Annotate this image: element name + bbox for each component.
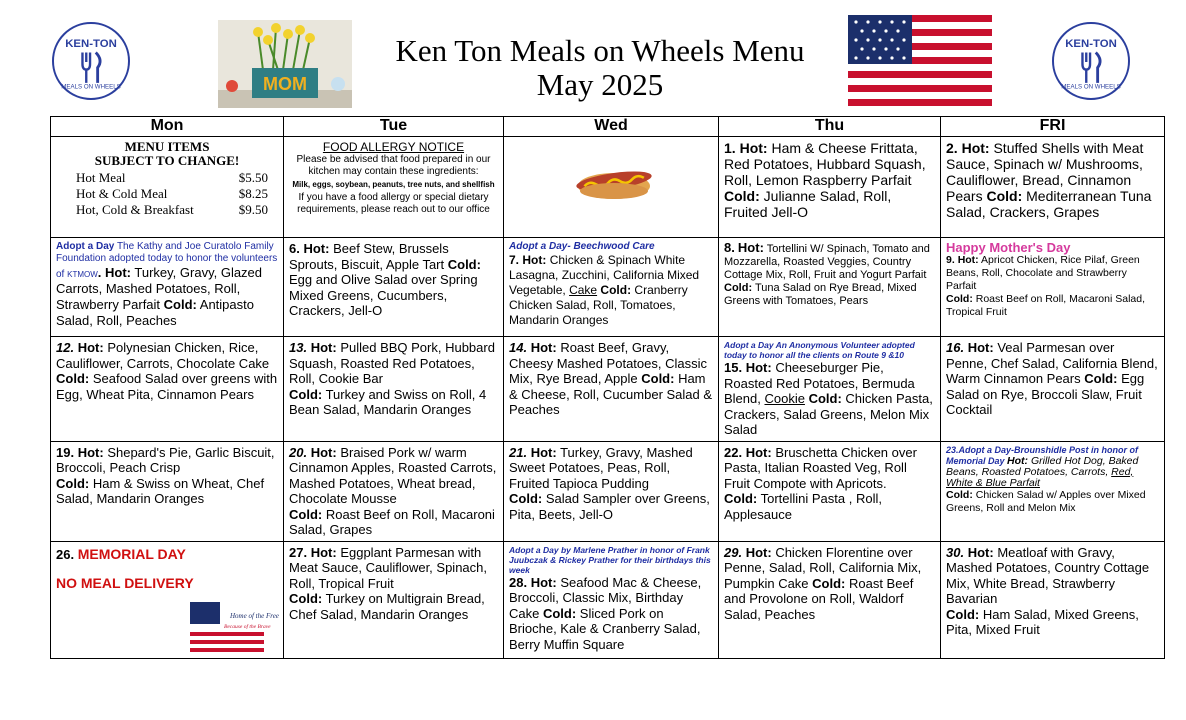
day-cell-23: 23.Adopt a Day-Brounshidle Post in honor of Memorial Day Hot: Grilled Hot Dog, Baked Beans, Roasted Potatoes, Carrots, Red, White & Blue Parfait Cold: Chicken Salad w/ Apples over Mixed Greens, Roll and Melon Mix (941, 441, 1165, 541)
column-header-fri: FRI (941, 117, 1165, 137)
allergy-ingredients: Milk, eggs, soybean, peanuts, tree nuts, and shellfish (292, 180, 495, 189)
allergy-text: Please be advised that food prepared in our kitchen may contain these ingredients: (296, 154, 491, 177)
week-row (51, 238, 1165, 337)
day-cell-6: 6. Hot: Beef Stew, Brussels Sprouts, Biscuit, Apple Tart Cold: Egg and Olive Salad over Spring Mixed Greens, Cucumbers, Crackers, Jell-O (284, 238, 504, 337)
week-row (51, 541, 1165, 659)
day-cell-13: 13. Hot: Pulled BBQ Pork, Hubbard Squash, Roasted Red Potatoes, Roll, Cookie Bar Cold: Turkey and Swiss on Roll, 4 Bean Salad, Mandarin Oranges (284, 337, 504, 442)
page-subtitle-month: May 2025 (536, 67, 664, 102)
day-cell-20: 20. Hot: Braised Pork w/ warm Cinnamon Apples, Roasted Carrots, Mashed Potatoes, Wheat bread, Chocolate Mousse Cold: Roast Beef on Roll, Macaroni Salad, Grapes (284, 441, 504, 541)
day-cell-29: 29. Hot: Chicken Florentine over Penne, Salad, Roll, California Mix, Pumpkin Cake Cold: Roast Beef and Provolone on Roll, Waldorf Salad, Peaches (719, 541, 941, 659)
week-row (51, 441, 1165, 541)
adopt-a-day-note: Adopt a Day An Anonymous Volunteer adopted today to honor all the clients on Route 9 &10 (724, 340, 915, 360)
american-flag-image (848, 15, 992, 109)
day-cell-2: 2. Hot: Stuffed Shells with Meat Sauce, Spinach w/ Mushrooms, Cauliflower, Bread, Cinnamon Pears Cold: Mediterranean Tuna Salad, Crackers, Grapes (941, 137, 1165, 238)
svg-text:KEN-TON: KEN-TON (1065, 37, 1117, 50)
week-row (51, 137, 1165, 238)
adopt-a-day-note: Adopt a Day The Kathy and Joe Curatolo Family Foundation adopted today to honor the volunteers of KTMOW. Hot: Turkey, Gravy, Glazed Carrots, Mashed Potatoes, Roll, Strawberry Parfait Cold: Antipasto Salad, Roll, Peaches (56, 241, 278, 328)
food-allergy-notice (284, 137, 504, 238)
day-cell-19: 19. Hot: Shepard's Pie, Garlic Biscuit, Broccoli, Peach Crisp Cold: Ham & Swiss on Wheat, Chef Salad, Mandarin Oranges (51, 441, 284, 541)
adopt-a-day-note: Adopt a Day by Marlene Prather in honor of Frank Juubczak & Rickey Prather for their birthdays this week (509, 544, 711, 575)
day-cell-22: 22. Hot: Bruschetta Chicken over Pasta, Italian Roasted Veg, Roll Fruit Compote with Apricots. Cold: Tortellini Pasta , Roll, Applesauce (719, 441, 941, 541)
price-row (56, 186, 278, 202)
ken-ton-logo-right (1052, 22, 1130, 100)
menu-items-title: MENU ITEMS (124, 139, 210, 154)
memorial-day-label: MEMORIAL DAY (77, 545, 186, 562)
page-title: Ken Ton Meals on Wheels Menu (395, 33, 805, 68)
svg-text:MEALS ON WHEELS: MEALS ON WHEELS (61, 83, 121, 91)
column-header-wed: Wed (504, 117, 719, 137)
day-cell-16: 16. Hot: Veal Parmesan over Penne, Chef Salad, California Blend, Warm Cinnamon Pears Cold: Egg Salad on Rye, Broccoli Slaw, Fruit Cocktail (941, 337, 1165, 442)
day-cell-28: Adopt a Day by Marlene Prather in honor of Frank Juubczak & Rickey Prather for their birthdays this week 28. Hot: Seafood Mac & Cheese, Broccoli, Classic Mix, Birthday Cake Cold: Sliced Pork on Brioche, Kale & Cranberry Salad, Berry Muffin Square (504, 541, 719, 659)
price-value: $8.25 (238, 186, 268, 201)
day-cell-1: 1. Hot: Ham & Cheese Frittata, Red Potatoes, Hubbard Squash, Roll, Lemon Raspberry Parfait Cold: Julianne Salad, Roll, Fruited Jell-O (719, 137, 941, 238)
no-delivery-notice: NO MEAL DELIVERY (56, 575, 194, 591)
adopt-a-day-note: Adopt a Day- Beechwood Care (509, 241, 655, 252)
menu-items-subtitle: SUBJECT TO CHANGE! (94, 153, 240, 168)
price-value: $5.50 (238, 170, 268, 185)
price-label: Hot Meal (76, 170, 126, 185)
day-cell-30: 30. Hot: Meatloaf with Gravy, Mashed Potatoes, Country Cottage Mix, White Bread, Strawberry Bavarian Cold: Ham Salad, Mixed Greens, Pita, Mixed Fruit (941, 541, 1165, 659)
day-cell-26: 26. MEMORIAL DAY NO MEAL DELIVERY Home of the Free Because of the Brave (51, 541, 284, 659)
day-cell-12: 12. Hot: Polynesian Chicken, Rice, Cauliflower, Carrots, Chocolate Cake Cold: Seafood Salad over greens with Egg, Wheat Pita, Cinnamon Pears (51, 337, 284, 442)
day-cell-15: Adopt a Day An Anonymous Volunteer adopted today to honor all the clients on Route 9 &10 15. Hot: Cheeseburger Pie, Roasted Red Potatoes, Bermuda Blend, Cookie Cold: Chicken Pasta, Crackers, Salad Greens, Melon Mix Salad (719, 337, 941, 442)
menu-calendar (50, 116, 1165, 659)
day-cell-8: 8. Hot: Tortellini W/ Spinach, Tomato and Mozzarella, Roasted Veggies, Country Cottage Mix, Roll, Fruit and Yogurt Parfait Cold: Tuna Salad on Rye Bread, Mixed Greens with Tomatoes, Pears (719, 238, 941, 337)
svg-text:KEN-TON: KEN-TON (65, 37, 117, 50)
day-cell-21: 21. Hot: Turkey, Gravy, Mashed Sweet Potatoes, Peas, Roll, Fruited Tapioca Pudding Cold: Salad Sampler over Greens, Pita, Beets, Jell-O (504, 441, 719, 541)
svg-text:MEALS ON WHEELS: MEALS ON WHEELS (1061, 83, 1121, 91)
allergy-contact: If you have a food allergy or special dietary requirements, please reach out to our office (297, 192, 490, 215)
menu-items-box (51, 137, 284, 238)
day-cell-5 (51, 238, 284, 337)
day-cell-27: 27. Hot: Eggplant Parmesan with Meat Sauce, Cauliflower, Spinach, Roll, Tropical Fruit Cold: Turkey on Multigrain Bread, Chef Salad, Mandarin Oranges (284, 541, 504, 659)
week-row (51, 337, 1165, 442)
price-value: $9.50 (238, 202, 268, 217)
column-header-thu: Thu (719, 117, 941, 137)
price-label: Hot, Cold & Breakfast (76, 202, 194, 217)
price-row (56, 170, 278, 186)
day-cell-9: Happy Mother's Day 9. Hot: Apricot Chicken, Rice Pilaf, Green Beans, Roll, Chocolate and Strawberry Parfait Cold: Roast Beef on Roll, Macaroni Salad, Tropical Fruit (941, 238, 1165, 337)
svg-text:Home of the Free: Home of the Free (230, 611, 279, 620)
column-header-mon: Mon (51, 117, 284, 137)
day-cell-14: 14. Hot: Roast Beef, Gravy, Cheesy Mashed Potatoes, Classic Mix, Rye Bread, Apple Cold: Ham & Cheese, Roll, Cucumber Salad & Peaches (504, 337, 719, 442)
price-label: Hot & Cold Meal (76, 186, 168, 201)
allergy-title: FOOD ALLERGY NOTICE (322, 140, 465, 154)
memorial-day-image (190, 602, 279, 652)
price-row (56, 202, 278, 218)
day-cell-7: Adopt a Day- Beechwood Care 7. Hot: Chicken & Spinach White Lasagna, Zucchini, California Mixed Vegetable, Cake Cold: Cranberry Chicken Salad, Roll, Tomatoes, Mandarin Oranges (504, 238, 719, 337)
weekday-header-row (51, 117, 1165, 137)
mothers-day-label: Happy Mother's Day (946, 240, 1071, 255)
hot-dog-image (574, 156, 654, 206)
svg-text:Because of the Brave: Because of the Brave (224, 623, 271, 630)
hot-dog-cell (504, 137, 719, 238)
ken-ton-logo-left (52, 22, 130, 100)
mom-flowers-image (218, 20, 352, 108)
svg-text:MOM: MOM (263, 74, 307, 94)
adopt-a-day-note: 23.Adopt a Day-Brounshidle Post in honor of Memorial Day Hot: Grilled Hot Dog, Baked Beans, Roasted Potatoes, Carrots, Red, White & Blue Parfait (946, 444, 1139, 489)
column-header-tue: Tue (284, 117, 504, 137)
